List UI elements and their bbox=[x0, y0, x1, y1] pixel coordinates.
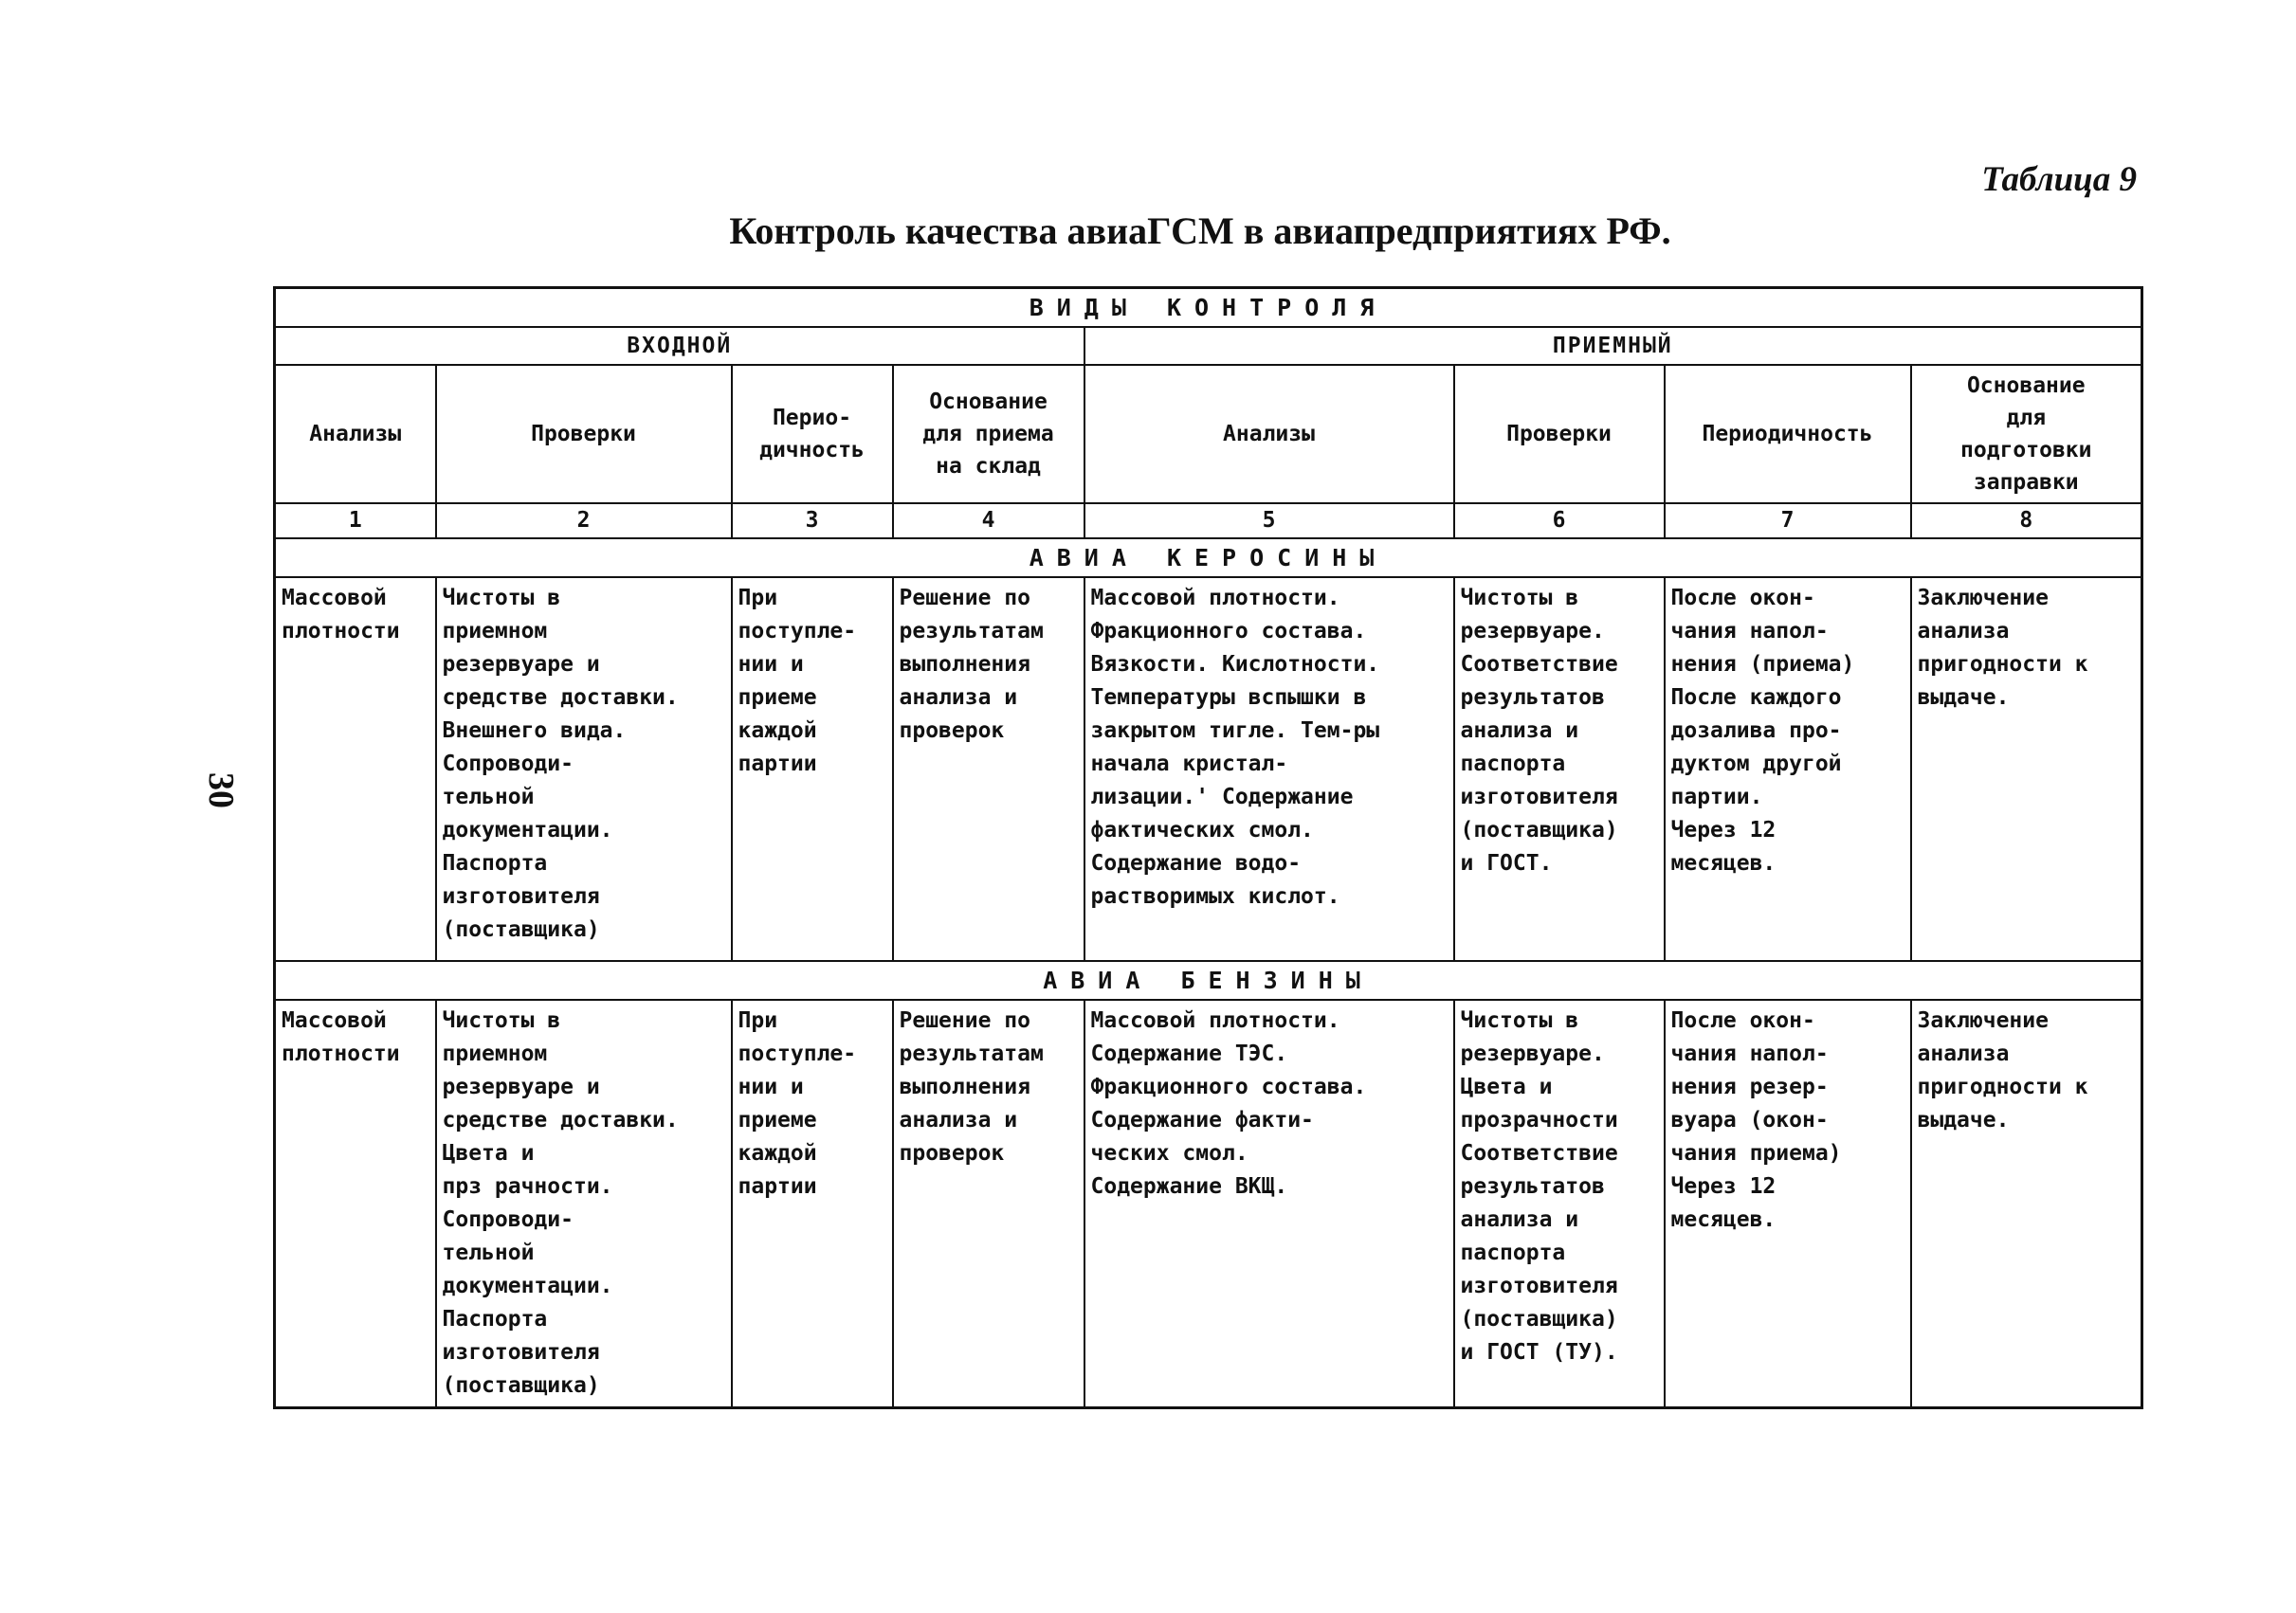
cell-line: Заключение bbox=[1917, 586, 2049, 610]
cell-line: Соответствие bbox=[1460, 1141, 1618, 1166]
cell-line: документации. bbox=[442, 1274, 613, 1298]
cell-line: для приема bbox=[922, 422, 1054, 446]
cell-line: Чистоты в bbox=[442, 586, 561, 610]
cell-line: (поставщика) bbox=[442, 917, 600, 942]
cell-line: и ГОСТ. bbox=[1460, 851, 1553, 876]
cell-line: ческих смол. bbox=[1090, 1141, 1248, 1166]
column-header bbox=[436, 365, 732, 503]
table-cell bbox=[1084, 577, 1454, 961]
cell-line: изготовителя bbox=[442, 884, 600, 909]
cell-line: Цвета и bbox=[442, 1141, 535, 1166]
cell-line: Содержание ВКЩ. bbox=[1090, 1174, 1288, 1199]
cell-line: Через 12 bbox=[1670, 1174, 1777, 1199]
cell-line: изготовителя bbox=[442, 1340, 600, 1365]
table-cell bbox=[732, 577, 893, 961]
cell-line: партии. bbox=[1670, 785, 1763, 809]
cell-line: поступле- bbox=[738, 1042, 857, 1066]
cell-line: Фракционного состава. bbox=[1090, 1075, 1367, 1099]
column-header bbox=[275, 365, 436, 503]
table-cell bbox=[893, 1000, 1084, 1408]
cell-line: дозалива про- bbox=[1670, 718, 1842, 743]
column-header bbox=[1665, 365, 1911, 503]
cell-line: прозрачности bbox=[1460, 1108, 1618, 1133]
cell-line: приемном bbox=[442, 619, 548, 643]
table-cell bbox=[436, 1000, 732, 1408]
cell-line: чания напол- bbox=[1670, 619, 1829, 643]
section-title-kerosene: АВИА КЕРОСИНЫ bbox=[275, 538, 2142, 577]
cell-line: Сопроводи- bbox=[442, 1207, 574, 1232]
group-acceptance: ПРИЕМНЫЙ bbox=[1084, 327, 2142, 365]
cell-line: плотности bbox=[282, 619, 400, 643]
column-number: 2 bbox=[436, 503, 732, 538]
column-header bbox=[1454, 365, 1665, 503]
cell-line: Основание bbox=[929, 390, 1048, 414]
cell-line: анализа bbox=[1917, 1042, 2010, 1066]
cell-line: средстве доставки. bbox=[442, 685, 679, 710]
column-number: 4 bbox=[893, 503, 1084, 538]
cell-line: Чистоты в bbox=[1460, 1008, 1579, 1033]
cell-line: Периодичность bbox=[1702, 422, 1873, 446]
cell-line: (поставщика) bbox=[442, 1373, 600, 1398]
cell-line: Паспорта bbox=[442, 1307, 548, 1332]
cell-line: растворимых кислот. bbox=[1090, 884, 1340, 909]
cell-line: Паспорта bbox=[442, 851, 548, 876]
cell-line: Массовой bbox=[282, 586, 387, 610]
cell-line: Содержание водо- bbox=[1090, 851, 1302, 876]
cell-line: (поставщика) bbox=[1460, 818, 1618, 843]
cell-line: дичность bbox=[759, 438, 865, 462]
cell-line: Массовой плотности. bbox=[1090, 586, 1340, 610]
cell-line: Температуры вспышки в bbox=[1090, 685, 1367, 710]
cell-line: результатов bbox=[1460, 1174, 1605, 1199]
cell-line: каждой bbox=[738, 718, 817, 743]
cell-line: Через 12 bbox=[1670, 818, 1777, 843]
cell-line: выполнения bbox=[899, 652, 1030, 677]
table-cell bbox=[893, 577, 1084, 961]
cell-line: начала кристал- bbox=[1090, 752, 1288, 776]
cell-line: для bbox=[2006, 406, 2047, 430]
cell-line: При bbox=[738, 586, 778, 610]
cell-line: Вязкости. Кислотности. bbox=[1090, 652, 1380, 677]
cell-line: паспорта bbox=[1460, 752, 1566, 776]
cell-line: прз рачности. bbox=[442, 1174, 613, 1199]
cell-line: поступле- bbox=[738, 619, 857, 643]
column-number: 5 bbox=[1084, 503, 1454, 538]
cell-line: результатам bbox=[899, 1042, 1044, 1066]
cell-line: результатам bbox=[899, 619, 1044, 643]
quality-control-table bbox=[273, 286, 2143, 1409]
cell-line: При bbox=[738, 1008, 778, 1033]
cell-line: плотности bbox=[282, 1042, 400, 1066]
cell-line: Содержание ТЭС. bbox=[1090, 1042, 1288, 1066]
cell-line: Заключение bbox=[1917, 1008, 2049, 1033]
cell-line: нения резер- bbox=[1670, 1075, 1829, 1099]
cell-line: нения (приема) bbox=[1670, 652, 1855, 677]
column-header bbox=[732, 365, 893, 503]
cell-line: месяцев. bbox=[1670, 1207, 1777, 1232]
cell-line: пригодности к bbox=[1917, 652, 2088, 677]
cell-line: чания напол- bbox=[1670, 1042, 1829, 1066]
column-header-row bbox=[275, 365, 2142, 503]
cell-line: После каждого bbox=[1670, 685, 1842, 710]
cell-line: Чистоты в bbox=[1460, 586, 1579, 610]
control-types-title: ВИДЫ КОНТРОЛЯ bbox=[275, 288, 2142, 328]
cell-line: анализа bbox=[1917, 619, 2010, 643]
cell-line: проверок bbox=[899, 718, 1005, 743]
table-cell bbox=[1665, 1000, 1911, 1408]
cell-line: подготовки bbox=[1960, 438, 2092, 462]
cell-line: и ГОСТ (ТУ). bbox=[1460, 1340, 1618, 1365]
cell-line: Проверки bbox=[531, 422, 636, 446]
cell-line: паспорта bbox=[1460, 1241, 1566, 1265]
cell-line: После окон- bbox=[1670, 1008, 1815, 1033]
cell-line: (поставщика) bbox=[1460, 1307, 1618, 1332]
cell-line: Основание bbox=[1966, 373, 2086, 398]
cell-line: анализа и bbox=[899, 1108, 1018, 1133]
cell-line: изготовителя bbox=[1460, 1274, 1618, 1298]
cell-line: чания приема) bbox=[1670, 1141, 1842, 1166]
cell-line: Соответствие bbox=[1460, 652, 1618, 677]
cell-line: резервуаре и bbox=[442, 1075, 600, 1099]
cell-line: заправки bbox=[1973, 470, 2079, 495]
cell-line: Цвета и bbox=[1460, 1075, 1553, 1099]
column-number: 7 bbox=[1665, 503, 1911, 538]
table-cell bbox=[732, 1000, 893, 1408]
cell-line: Внешнего вида. bbox=[442, 718, 627, 743]
page-title: Контроль качества авиаГСМ в авиапредприятиях РФ. bbox=[729, 209, 1671, 252]
cell-line: приемном bbox=[442, 1042, 548, 1066]
cell-line: нии и bbox=[738, 652, 804, 677]
cell-line: тельной bbox=[442, 1241, 535, 1265]
section-row-gasoline bbox=[275, 1000, 2142, 1408]
cell-line: приеме bbox=[738, 1108, 817, 1133]
cell-line: документации. bbox=[442, 818, 613, 843]
column-number: 3 bbox=[732, 503, 893, 538]
cell-line: лизации.' Содержание bbox=[1090, 785, 1354, 809]
table-cell bbox=[1454, 577, 1665, 961]
cell-line: нии и bbox=[738, 1075, 804, 1099]
table-cell bbox=[1911, 1000, 2142, 1408]
cell-line: закрытом тигле. Тем-ры bbox=[1090, 718, 1380, 743]
column-number-row bbox=[275, 503, 2142, 538]
cell-line: месяцев. bbox=[1670, 851, 1777, 876]
table-cell bbox=[275, 577, 436, 961]
cell-line: резервуаре. bbox=[1460, 1042, 1605, 1066]
cell-line: на склад bbox=[936, 454, 1041, 479]
cell-line: анализа и bbox=[899, 685, 1018, 710]
column-number: 8 bbox=[1911, 503, 2142, 538]
page-number: 30 bbox=[201, 772, 241, 808]
cell-line: Решение по bbox=[899, 1008, 1030, 1033]
cell-line: каждой bbox=[738, 1141, 817, 1166]
table-cell bbox=[1454, 1000, 1665, 1408]
cell-line: Решение по bbox=[899, 586, 1030, 610]
cell-line: резервуаре. bbox=[1460, 619, 1605, 643]
cell-line: Анализы bbox=[309, 422, 402, 446]
cell-line: вуара (окон- bbox=[1670, 1108, 1829, 1133]
cell-line: партии bbox=[738, 752, 817, 776]
cell-line: выдаче. bbox=[1917, 685, 2010, 710]
cell-line: выполнения bbox=[899, 1075, 1030, 1099]
cell-line: тельной bbox=[442, 785, 535, 809]
table-cell bbox=[275, 1000, 436, 1408]
group-incoming: ВХОДНОЙ bbox=[275, 327, 1084, 365]
column-number: 6 bbox=[1454, 503, 1665, 538]
cell-line: анализа и bbox=[1460, 718, 1579, 743]
cell-line: изготовителя bbox=[1460, 785, 1618, 809]
cell-line: Анализы bbox=[1223, 422, 1315, 446]
cell-line: проверок bbox=[899, 1141, 1005, 1166]
table-cell bbox=[1665, 577, 1911, 961]
cell-line: Перио- bbox=[772, 406, 852, 430]
cell-line: резервуаре и bbox=[442, 652, 600, 677]
column-header bbox=[1084, 365, 1454, 503]
cell-line: пригодности к bbox=[1917, 1075, 2088, 1099]
section-title-gasoline: АВИА БЕНЗИНЫ bbox=[275, 961, 2142, 1000]
table-cell bbox=[1084, 1000, 1454, 1408]
cell-line: Чистоты в bbox=[442, 1008, 561, 1033]
cell-line: Содержание факти- bbox=[1090, 1108, 1314, 1133]
table-cell bbox=[436, 577, 732, 961]
cell-line: партии bbox=[738, 1174, 817, 1199]
cell-line: Фракционного состава. bbox=[1090, 619, 1367, 643]
cell-line: Сопроводи- bbox=[442, 752, 574, 776]
cell-line: выдаче. bbox=[1917, 1108, 2010, 1133]
cell-line: фактических смол. bbox=[1090, 818, 1314, 843]
cell-line: средстве доставки. bbox=[442, 1108, 679, 1133]
column-number: 1 bbox=[275, 503, 436, 538]
cell-line: Массовой плотности. bbox=[1090, 1008, 1340, 1033]
cell-line: результатов bbox=[1460, 685, 1605, 710]
cell-line: После окон- bbox=[1670, 586, 1815, 610]
cell-line: Массовой bbox=[282, 1008, 387, 1033]
section-row-kerosene bbox=[275, 577, 2142, 961]
cell-line: Проверки bbox=[1506, 422, 1612, 446]
cell-line: анализа и bbox=[1460, 1207, 1579, 1232]
table-label: Таблица 9 bbox=[1981, 160, 2137, 199]
column-header bbox=[893, 365, 1084, 503]
cell-line: приеме bbox=[738, 685, 817, 710]
column-header bbox=[1911, 365, 2142, 503]
table-cell bbox=[1911, 577, 2142, 961]
cell-line: дуктом другой bbox=[1670, 752, 1842, 776]
